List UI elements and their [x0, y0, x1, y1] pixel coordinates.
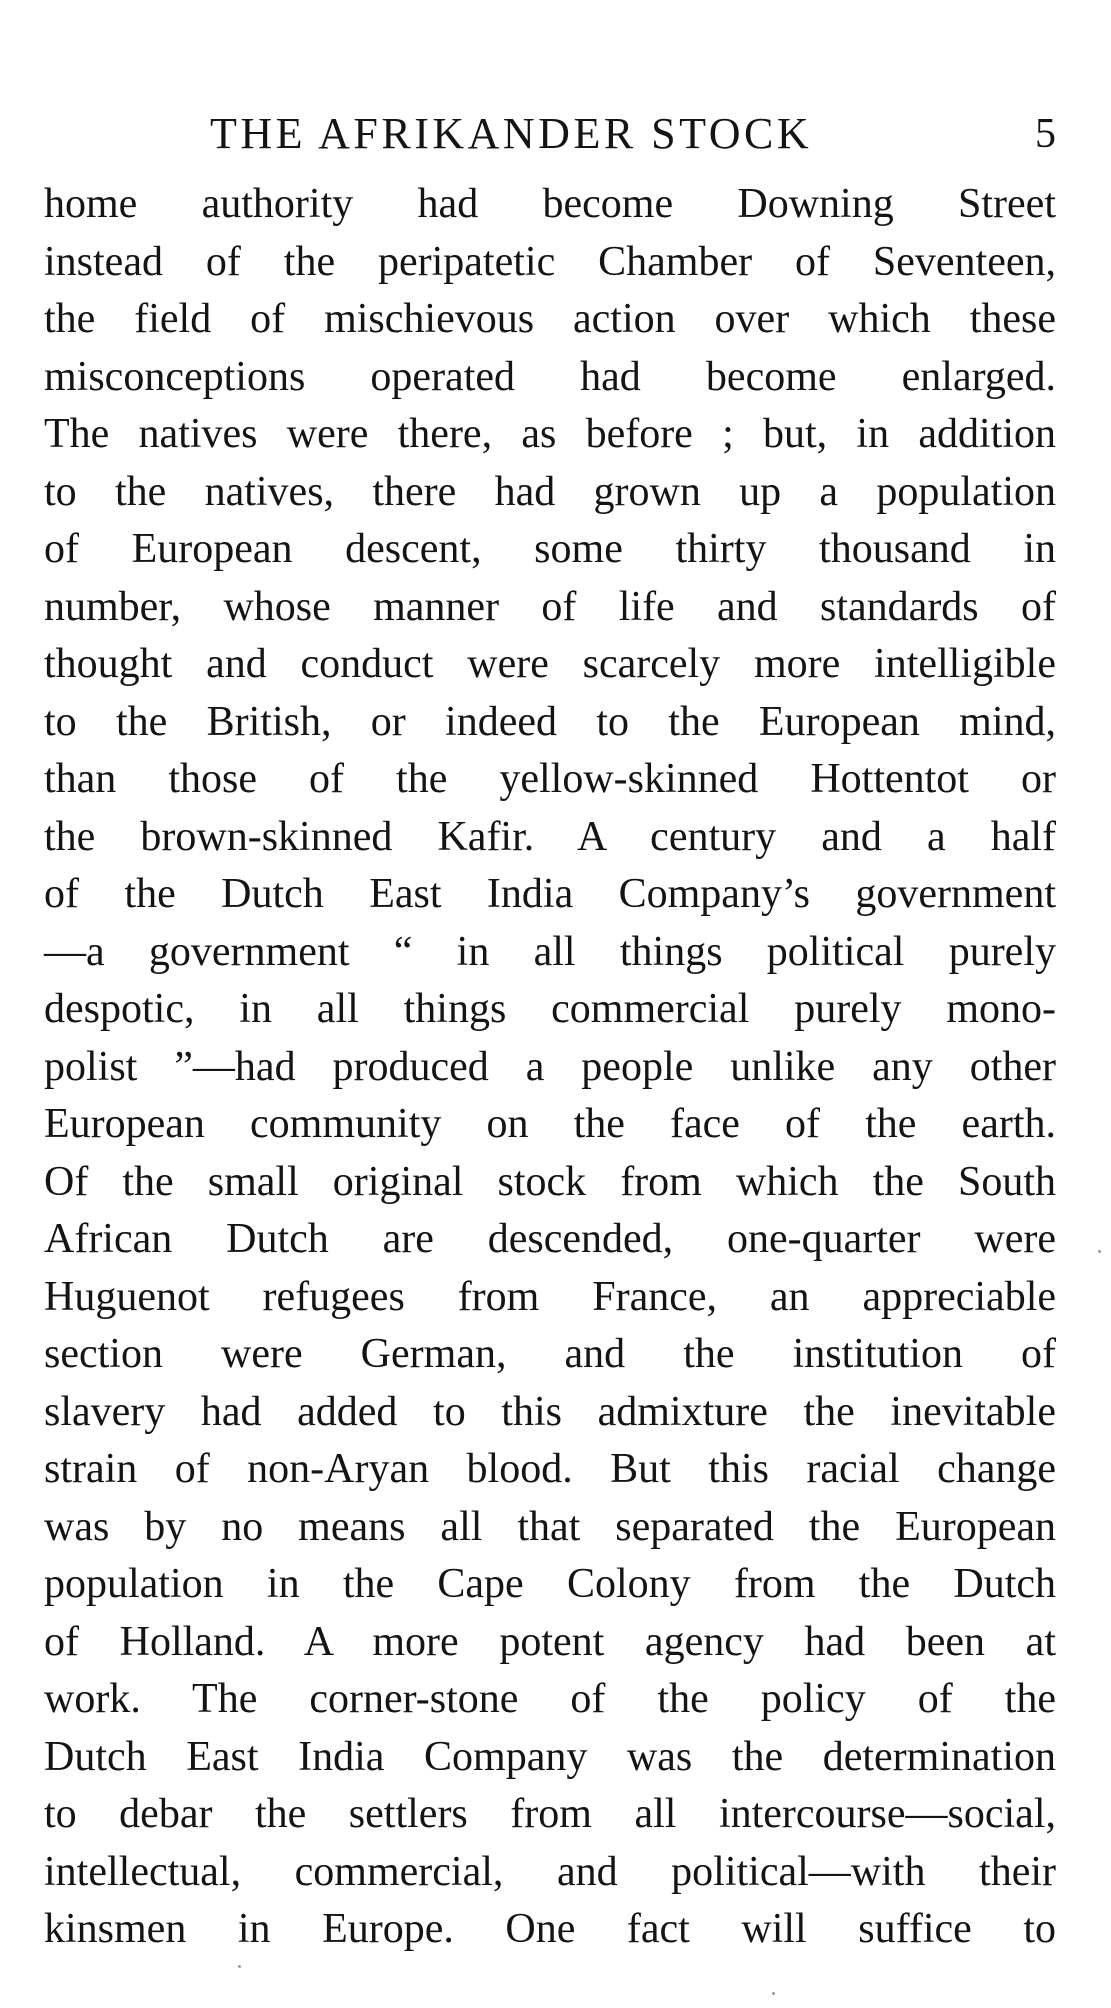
text-line: to the natives, there had grown up a population: [44, 468, 1056, 515]
text-line: of the Dutch East India Company’s government: [44, 871, 1056, 917]
text-line: despotic, in all things commercial purely mono-: [44, 986, 1056, 1032]
text-line: home authority had become Downing Street: [44, 181, 1056, 227]
text-line: Of the small original stock from which the South: [44, 1158, 1056, 1205]
text-line: thought and conduct were scarcely more intelligible: [44, 641, 1056, 687]
text-line: European community on the face of the earth.: [44, 1101, 1056, 1147]
text-line: Huguenot refugees from France, an appreciable: [44, 1273, 1056, 1320]
text-line: Dutch East India Company was the determination: [44, 1733, 1056, 1780]
text-line: The natives were there, as before ; but, in addition: [44, 411, 1056, 457]
text-line: polist ”—had produced a people unlike any other: [44, 1043, 1056, 1090]
running-title: THE AFRIKANDER STOCK: [210, 109, 813, 158]
text-line: kinsmen in Europe. One fact will suffice to: [44, 1906, 1056, 1952]
text-line: of European descent, some thirty thousand in: [44, 526, 1056, 572]
text-line: instead of the peripatetic Chamber of Seventeen,: [44, 238, 1056, 285]
paper-speck: [238, 1965, 241, 1968]
text-line: African Dutch are descended, one-quarter were: [44, 1216, 1056, 1262]
running-head: [44, 108, 1056, 160]
body-text: [44, 176, 1056, 1959]
text-line: the field of mischievous action over which these: [44, 296, 1056, 342]
text-line: than those of the yellow-skinned Hottentot or: [44, 756, 1056, 802]
text-line: the brown-skinned Kafir. A century and a half: [44, 813, 1056, 860]
text-line: misconceptions operated had become enlarged.: [44, 353, 1056, 400]
text-line: —a government “ in all things political purely: [44, 928, 1056, 975]
text-line: population in the Cape Colony from the Dutch: [44, 1561, 1056, 1607]
text-line: intellectual, commercial, and political—with their: [44, 1848, 1056, 1895]
text-line: to the British, or indeed to the European mind,: [44, 698, 1056, 745]
text-line: number, whose manner of life and standards of: [44, 583, 1056, 630]
text-line: slavery had added to this admixture the inevitable: [44, 1388, 1056, 1435]
paper-speck: [1098, 1250, 1101, 1253]
text-line: work. The corner-stone of the policy of the: [44, 1676, 1056, 1722]
text-line: was by no means all that separated the European: [44, 1503, 1056, 1550]
text-line: strain of non-Aryan blood. But this racial change: [44, 1446, 1056, 1492]
page-number: 5: [1035, 111, 1056, 157]
paper-speck: [772, 1992, 775, 1995]
text-line: to debar the settlers from all intercourse—social,: [44, 1791, 1056, 1837]
text-line: section were German, and the institution of: [44, 1331, 1056, 1377]
text-line: of Holland. A more potent agency had been at: [44, 1618, 1056, 1665]
